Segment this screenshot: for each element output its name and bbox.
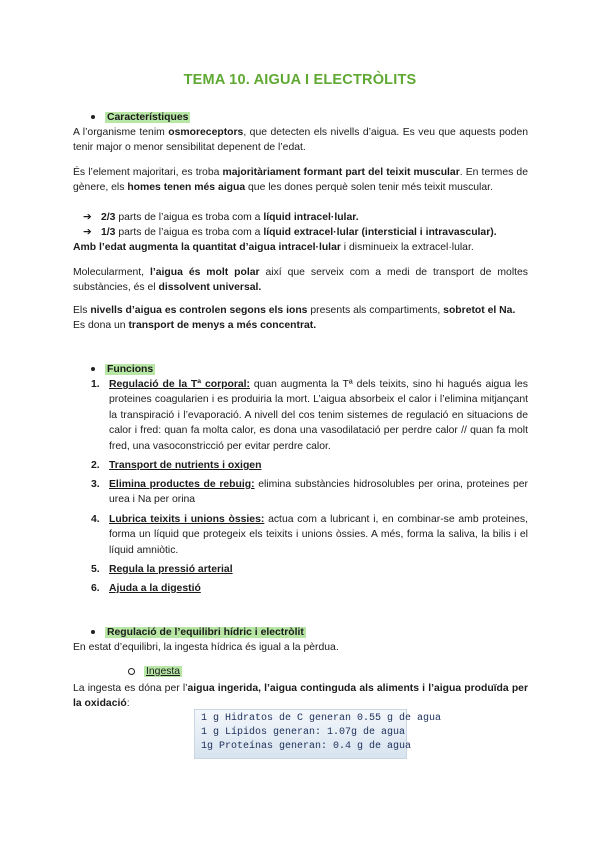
paragraph-element-majoritari: És l’element majoritari, es troba majoritàriament formant part del teixit muscular. En termes de gènere, els homes tenen més aigua que les dones perquè solen tenir més teixit muscular. — [73, 167, 528, 194]
heading-label: Característiques — [107, 112, 189, 123]
bullet-icon — [91, 115, 95, 119]
section-heading-funcions — [73, 362, 528, 377]
box-line: 1 g Lípidos generan: 1.07g de agua — [201, 727, 406, 738]
arrow-right-icon: ➔ — [83, 227, 92, 238]
subheading-label: Ingesta — [146, 666, 181, 677]
arrow-item-extracellular: ➔ 1/3 parts de l’aigua es troba com a líquid extracel·lular (intersticial i intravascular). — [73, 225, 528, 240]
subsection-ingesta — [73, 664, 528, 679]
paragraph-equilibri: En estat d’equilibri, la ingesta hídrica és igual a la pèrdua. — [73, 642, 339, 653]
bullet-icon — [91, 367, 95, 371]
list-item: 2. Transport de nutrients i oxigen — [91, 460, 262, 471]
page-title: TEMA 10. AIGUA I ELECTRÒLITS — [183, 72, 417, 88]
section-heading-caracteristiques — [73, 110, 528, 125]
list-item: 4. Lubrica teixits i unions òssies: actua com a lubricant i, en combinar-se amb proteines, forma un líquid que protegeix els teixits i unions òssies. A més, forma la saliva, la bilis i el líquid amniòtic. — [91, 514, 528, 556]
arrow-right-icon: ➔ — [83, 212, 92, 223]
list-item: 1. Regulació de la Tª corporal: quan augmenta la Tª dels teixits, sino hi hagués aigua les proteines coagularien i es produiria la mort. L’aigua absorbeix el calor i l’elimina mitjançant la transpiració i l’evaporació. A nivell del cos tenim sistemes de regulació en situacions de calor i fred: quan fa molta calor, es dona una vasodilatació per perdre calor // quan fa molt fred, una vasoconstricció per evitar perdre calor. — [91, 379, 528, 452]
paragraph-molecularment: Molecularment, l’aigua és molt polar així que serveix com a medi de transport de moltes substàncies, és el dissolvent universal. — [73, 267, 528, 294]
heading-label: Regulació de l’equilibri hídric i electròlit — [107, 627, 304, 638]
heading-label: Funcions — [107, 364, 154, 375]
section-heading-regulacio — [73, 625, 528, 640]
list-item: 5. Regula la pressió arterial — [91, 564, 233, 575]
paragraph-edat: Amb l’edat augmenta la quantitat d’aigua intracel·lular i disminueix la extracel·lular. — [73, 242, 474, 253]
list-item: 6. Ajuda a la digestió — [91, 583, 201, 594]
circle-bullet-icon — [128, 668, 135, 675]
arrow-item-intracellular: ➔ 2/3 parts de l’aigua es troba com a líquid intracel·lular. — [73, 210, 528, 225]
list-item: 3. Elimina productes de rebuig: elimina substàncies hidrosolubles per orina, proteines per urea i Na per orina — [91, 479, 528, 506]
box-line: 1 g Hidratos de C generan 0.55 g de agua — [201, 713, 442, 724]
bullet-icon — [91, 630, 95, 634]
water-generation-box — [194, 709, 442, 759]
paragraph-nivells-ions: Els nivells d’aigua es controlen segons els ions presents als compartiments, sobretot el Na. Es dona un transport de menys a més concentrat. — [73, 305, 516, 332]
paragraph-ingesta: La ingesta es dóna per l’aigua ingerida, l’aigua continguda als aliments i l’aigua produïda per la oxidació: — [73, 683, 528, 710]
paragraph-osmoreceptors: A l’organisme tenim osmoreceptors, que detecten els nivells d’aigua. Es veu que aquests poden tenir major o menor sensibilitat depenent de l’edat. — [73, 127, 529, 154]
box-line: 1g Proteínas generan: 0.4 g de agua — [201, 741, 412, 752]
